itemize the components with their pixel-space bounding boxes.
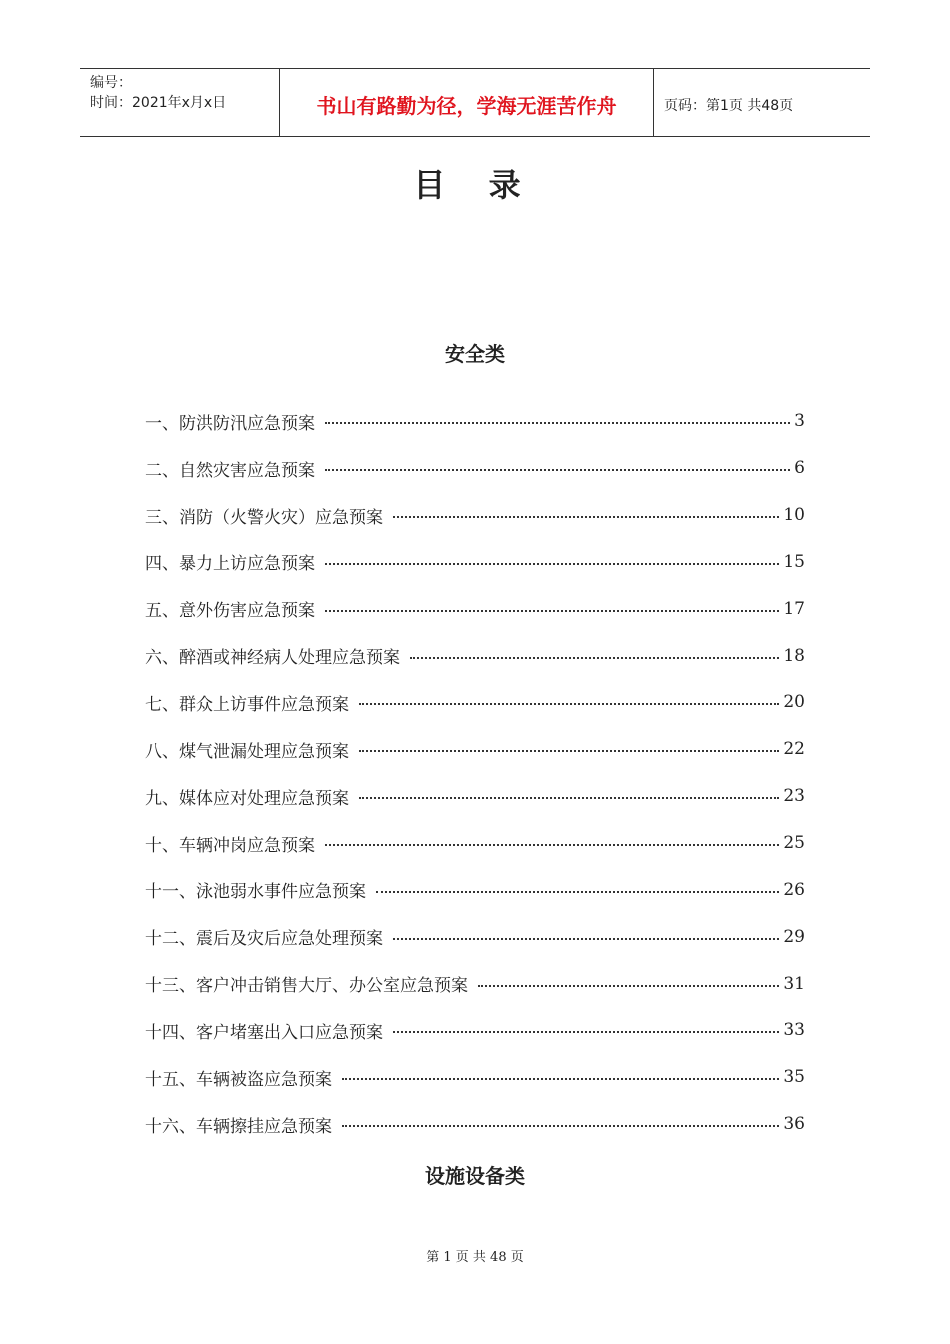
time-label: 时间：2021年x月x日 [90, 95, 227, 111]
toc-entry-label: 七、群众上访事件应急预案 [145, 694, 349, 715]
toc-entry-label: 十一、泳池弱水事件应急预案 [145, 882, 366, 903]
section-title-safety: 安全类 [445, 342, 505, 366]
toc-entry[interactable] [145, 773, 805, 820]
toc-entry-label: 九、媒体应对处理应急预案 [145, 788, 349, 809]
toc-entry[interactable] [145, 960, 805, 1007]
page-footer: 第 1 页 共 48 页 [426, 1250, 524, 1265]
toc-entry-page: 29 [783, 926, 805, 947]
toc-entry[interactable] [145, 726, 805, 773]
toc-entry[interactable] [145, 1054, 805, 1101]
toc-entry-label: 三、消防（火警火灾）应急预案 [145, 507, 383, 528]
table-of-contents [145, 398, 805, 1148]
toc-entry-label: 二、自然灾害应急预案 [145, 460, 315, 481]
toc-leader-dots [359, 703, 779, 705]
toc-leader-dots [325, 844, 779, 846]
toc-entry-label: 八、煤气泄漏处理应急预案 [145, 741, 349, 762]
toc-entry-label: 十、车辆冲岗应急预案 [145, 835, 315, 856]
toc-entry-page: 18 [783, 645, 805, 666]
toc-entry-page: 36 [783, 1114, 805, 1135]
toc-entry[interactable] [145, 913, 805, 960]
toc-leader-dots [393, 516, 779, 518]
toc-entry-page: 3 [794, 411, 805, 432]
toc-leader-dots [359, 797, 779, 799]
document-title: 目 录 [413, 166, 537, 204]
toc-entry-page: 15 [783, 551, 805, 572]
toc-entry-page: 31 [783, 973, 805, 994]
toc-entry[interactable] [145, 492, 805, 539]
toc-entry-label: 六、醉酒或神经病人处理应急预案 [145, 648, 400, 669]
toc-entry[interactable] [145, 820, 805, 867]
header-page-info: 页码：第1页 共48页 [664, 97, 794, 114]
toc-entry[interactable] [145, 445, 805, 492]
toc-entry-label: 十二、震后及灾后应急处理预案 [145, 929, 383, 950]
toc-leader-dots [478, 985, 779, 987]
toc-entry[interactable] [145, 866, 805, 913]
toc-leader-dots [325, 610, 779, 612]
toc-entry-page: 26 [783, 879, 805, 900]
toc-entry[interactable] [145, 398, 805, 445]
toc-leader-dots [342, 1078, 779, 1080]
toc-entry[interactable] [145, 679, 805, 726]
toc-entry[interactable] [145, 585, 805, 632]
toc-entry-page: 6 [794, 458, 805, 479]
page-header [80, 68, 870, 137]
toc-leader-dots [393, 938, 779, 940]
toc-entry-page: 23 [783, 786, 805, 807]
toc-entry-label: 十六、车辆擦挂应急预案 [145, 1116, 332, 1137]
toc-leader-dots [410, 657, 779, 659]
toc-entry-label: 十五、车辆被盗应急预案 [145, 1069, 332, 1090]
toc-entry-label: 一、防洪防汛应急预案 [145, 413, 315, 434]
toc-entry-label: 五、意外伤害应急预案 [145, 601, 315, 622]
toc-entry-page: 35 [783, 1067, 805, 1088]
toc-entry[interactable] [145, 1101, 805, 1148]
toc-leader-dots [359, 750, 779, 752]
header-meta [80, 69, 280, 136]
toc-entry-label: 四、暴力上访应急预案 [145, 554, 315, 575]
toc-entry-label: 十四、客户堵塞出入口应急预案 [145, 1022, 383, 1043]
toc-entry[interactable] [145, 1007, 805, 1054]
number-label: 编号： [90, 75, 132, 91]
toc-entry-page: 25 [783, 833, 805, 854]
toc-entry[interactable] [145, 632, 805, 679]
toc-entry-label: 十三、客户冲击销售大厅、办公室应急预案 [145, 976, 468, 997]
toc-leader-dots [393, 1031, 779, 1033]
toc-entry-page: 33 [783, 1020, 805, 1041]
toc-leader-dots [325, 422, 790, 424]
section-title-facilities: 设施设备类 [425, 1164, 525, 1188]
toc-leader-dots [376, 891, 779, 893]
toc-leader-dots [325, 563, 779, 565]
toc-entry[interactable] [145, 539, 805, 586]
toc-entry-page: 20 [783, 692, 805, 713]
toc-entry-page: 17 [783, 598, 805, 619]
toc-leader-dots [342, 1125, 779, 1127]
toc-leader-dots [325, 469, 790, 471]
toc-entry-page: 10 [783, 505, 805, 526]
toc-entry-page: 22 [783, 739, 805, 760]
header-motto: 书山有路勤为径，学海无涯苦作舟 [280, 69, 654, 136]
